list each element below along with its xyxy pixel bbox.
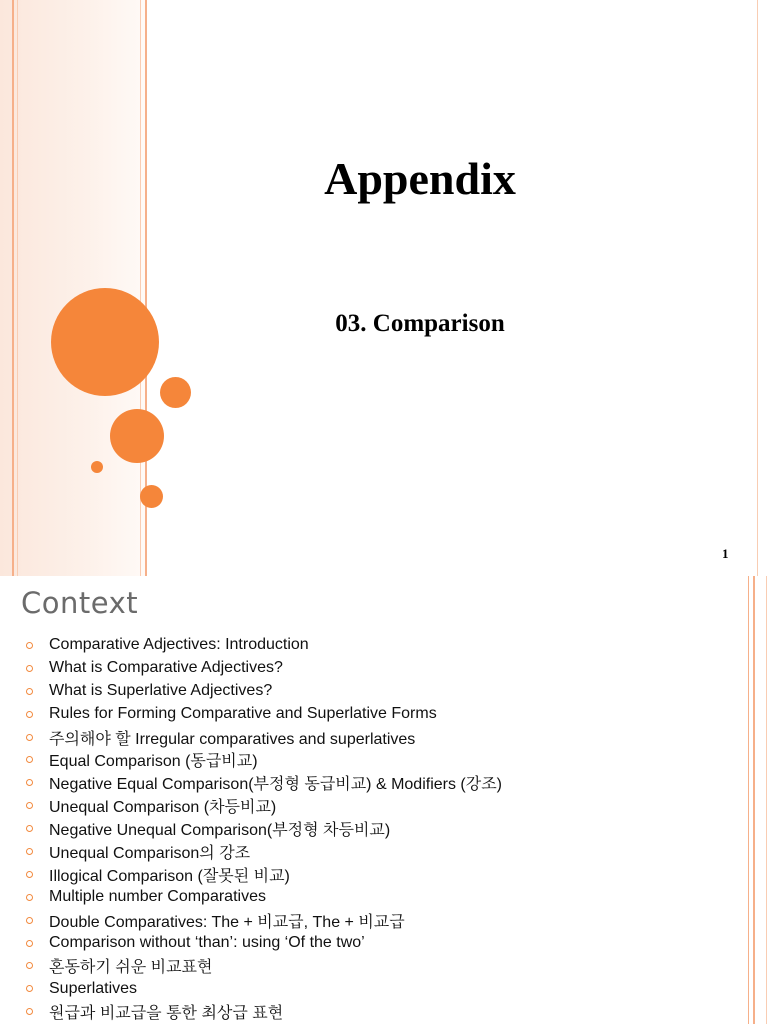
bullet-icon (26, 665, 33, 672)
bullet-icon (26, 756, 33, 763)
slide-title: Appendix (324, 153, 516, 204)
list-item (26, 771, 502, 794)
list-item-text: What is Superlative Adjectives? (49, 682, 273, 700)
list-item-text: Double Comparatives: The + 비교급, The + 비교급 (49, 913, 405, 931)
page-number: 1 (722, 546, 729, 561)
list-item-text: Superlatives (49, 979, 138, 997)
list-item (26, 954, 502, 977)
decorative-circle (140, 485, 163, 508)
list-item-text: 주의해야 할 Irregular comparatives and superlatives (49, 730, 416, 748)
list-item-text: Illogical Comparison (잘못된 비교) (49, 867, 290, 885)
decorative-line (753, 576, 755, 1024)
decorative-circle (91, 461, 103, 473)
bullet-icon (26, 711, 33, 718)
decorative-circle-large (51, 288, 159, 396)
list-item (26, 840, 502, 863)
list-item-text: Negative Equal Comparison(부정형 동급비교) & Modifiers (강조) (49, 776, 502, 794)
list-item (26, 657, 502, 680)
list-item-text: Multiple number Comparatives (49, 888, 266, 906)
decorative-line (17, 0, 18, 576)
bullet-icon (26, 688, 33, 695)
list-item-text: Equal Comparison (동급비교) (49, 753, 258, 771)
list-item (26, 886, 502, 909)
list-item-text: 혼동하기 쉬운 비교표현 (49, 959, 213, 977)
bullet-icon (26, 1008, 33, 1015)
bullet-icon (26, 940, 33, 947)
bullet-icon (26, 642, 33, 649)
decorative-line (748, 576, 749, 1024)
decorative-line (12, 0, 14, 576)
context-slide (0, 576, 768, 1024)
list-item-text: Comparison without ‘than’: using ‘Of the two’ (49, 934, 365, 952)
bullet-icon (26, 917, 33, 924)
list-item (26, 634, 502, 657)
list-item (26, 932, 502, 955)
list-item-text: Negative Unequal Comparison(부정형 차등비교) (49, 822, 391, 840)
bullet-icon (26, 848, 33, 855)
decorative-circle (110, 409, 164, 463)
list-item-text: What is Comparative Adjectives? (49, 659, 283, 677)
list-item (26, 703, 502, 726)
list-item-text: Comparative Adjectives: Introduction (49, 636, 309, 654)
context-title: Context (21, 586, 139, 620)
list-item (26, 817, 502, 840)
bullet-icon (26, 894, 33, 901)
list-item (26, 680, 502, 703)
slide-subtitle: 03. Comparison (335, 310, 505, 337)
bullet-icon (26, 779, 33, 786)
decorative-band (0, 0, 146, 576)
list-item (26, 1000, 502, 1023)
decorative-line (757, 0, 758, 576)
bullet-icon (26, 871, 33, 878)
decorative-line (766, 576, 767, 1024)
list-item (26, 748, 502, 771)
bullet-icon (26, 802, 33, 809)
list-item-text: Unequal Comparison의 강조 (49, 844, 251, 862)
list-item (26, 863, 502, 886)
context-list (26, 634, 502, 1023)
list-item-text: Unequal Comparison (차등비교) (49, 799, 277, 817)
list-item (26, 977, 502, 1000)
bullet-icon (26, 734, 33, 741)
list-item (26, 794, 502, 817)
list-item (26, 909, 502, 932)
bullet-icon (26, 962, 33, 969)
list-item-text: 원급과 비교급을 통한 최상급 표현 (49, 1005, 284, 1023)
list-item-text: Rules for Forming Comparative and Superlative Forms (49, 705, 437, 723)
decorative-circle (160, 377, 191, 408)
list-item (26, 726, 502, 749)
bullet-icon (26, 825, 33, 832)
bullet-icon (26, 985, 33, 992)
